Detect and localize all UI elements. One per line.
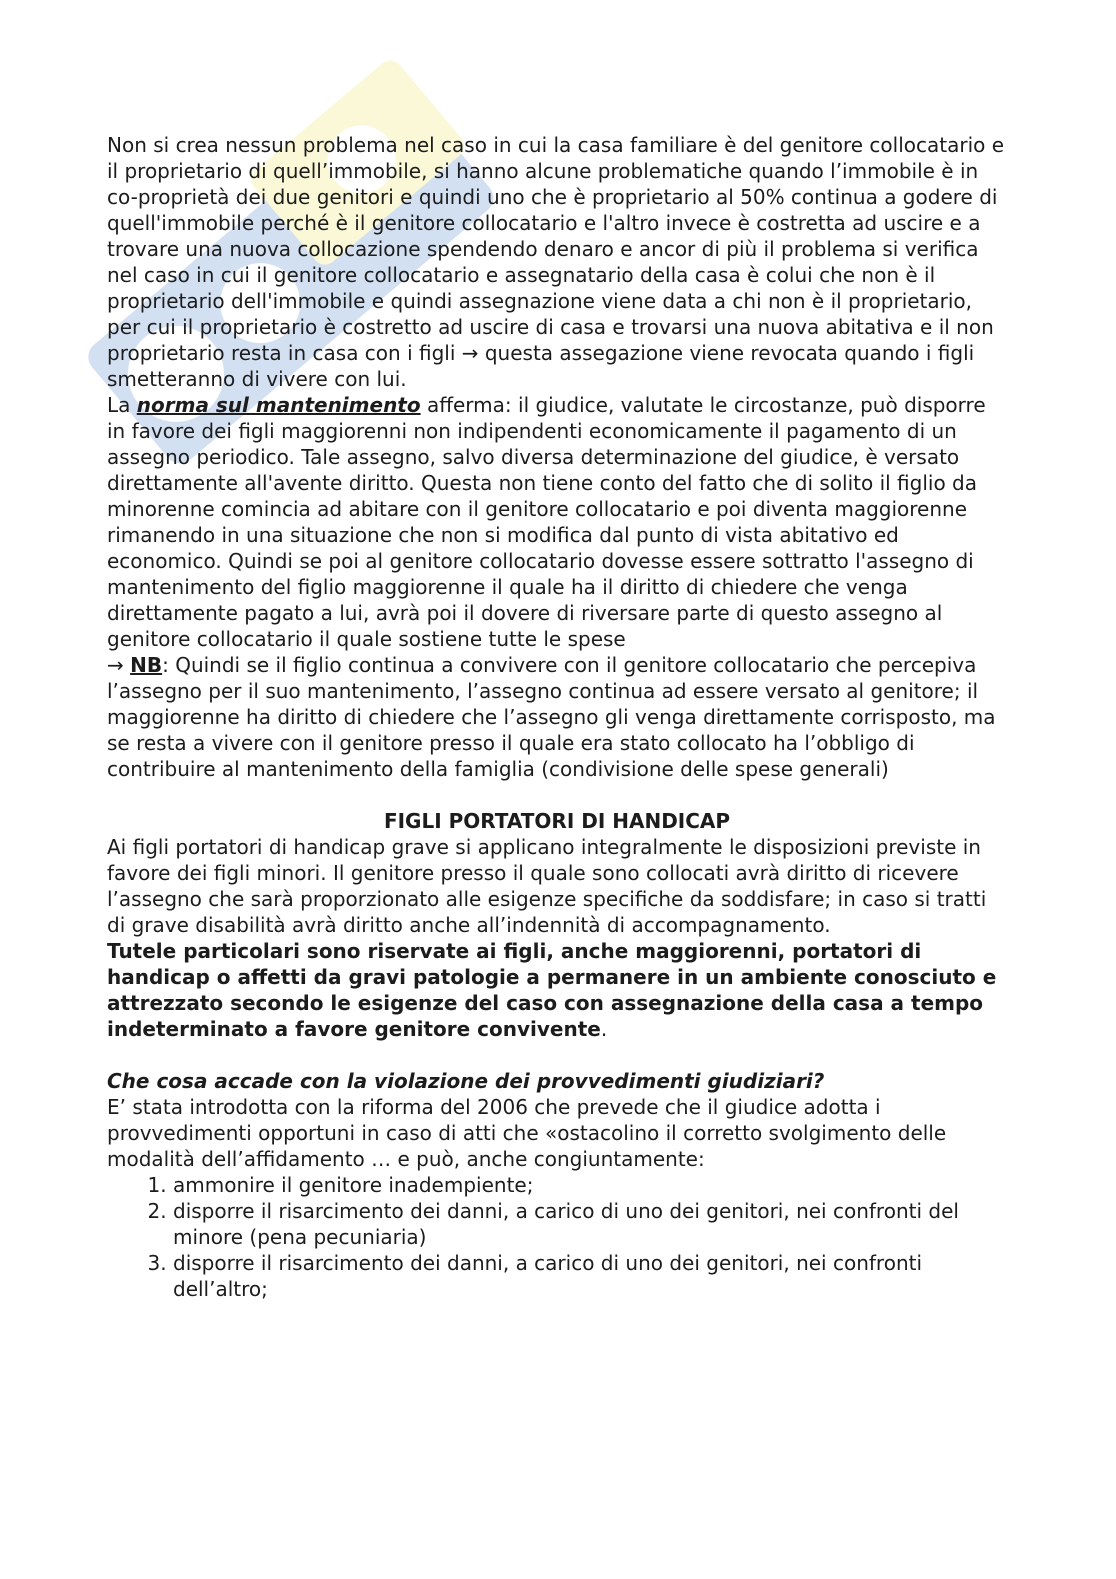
tutele-bold-text: Tutele particolari sono riservate ai figli, anche maggiorenni, portatori di handicap o affetti da gravi patologie a permanere in un ambiente conosciuto e attrezzato secondo le esigenze del caso con assegnazione della casa a tempo indeterminato a favore genitore convivente: [107, 939, 997, 1041]
list-item: 3. disporre il risarcimento dei danni, a carico di uno dei genitori, nei confronti dell’altro;: [173, 1250, 1007, 1302]
norma-mantenimento-emphasis: norma sul mantenimento: [136, 393, 421, 417]
tutele-tail: .: [600, 1017, 608, 1041]
paragraph-rest: afferma: il giudice, valutate le circostanze, può disporre in favore dei figli maggiorenni non indipendenti economicamente il pagamento di un assegno periodico. Tale assegno, salvo diversa determinazione del giudice, è versato direttamente all'avente diritto. Questa non tiene conto del fatto che di solito il figlio da minorenne comincia ad abitare con il genitore collocatario e poi diventa maggiorenne rimanendo in una situazione che non si modifica dal punto di vista abitativo ed economico. Quindi se poi al genitore collocatario dovesse essere sottratto l'assegno di mantenimento del figlio maggiorenne il quale ha il diritto di chiedere che venga direttamente pagato a lui, avrà poi il dovere di riversare parte di questo assegno al genitore collocatario il quale sostiene tutte le spese: [107, 393, 986, 651]
spacer: [107, 1042, 1007, 1068]
arrow-icon: →: [107, 653, 131, 677]
paragraph-riforma: E’ stata introdotta con la riforma del 2006 che prevede che il giudice adotta i provvedimenti opportuni in caso di atti che «ostacolino il corretto svolgimento delle modalità dell’affidamento … e può, anche congiuntamente:: [107, 1095, 947, 1171]
section-title: FIGLI PORTATORI DI HANDICAP: [383, 809, 731, 833]
measures-list: [107, 1172, 1007, 1302]
document-body: [107, 132, 1007, 1302]
spacer: [107, 782, 1007, 808]
nb-label: NB: [130, 653, 163, 677]
paragraph-handicap: Ai figli portatori di handicap grave si applicano integralmente le disposizioni previste in favore dei figli minori. Il genitore presso il quale sono collocati avrà diritto di ricevere l’assegno che sarà proporzionato alle esigenze specifiche da soddisfare; in caso si tratti di grave disabilità avrà diritto anche all’indennità di accompagnamento.: [107, 835, 987, 937]
question-heading: Che cosa accade con la violazione dei provvedimenti giudiziari?: [107, 1069, 825, 1093]
paragraph-casa-familiare: Non si crea nessun problema nel caso in cui la casa familiare è del genitore collocatario e il proprietario di quell’immobile, si hanno alcune problematiche quando l’immobile è in co-proprietà dei due genitori e quindi uno che è proprietario al 50% continua a godere di quell'immobile perché è il genitore collocatario e l'altro invece è costretta ad uscire e a trovare una nuova collocazione spendendo denaro e ancor di più il problema si verifica nel caso in cui il genitore collocatario e assegnatario della casa è colui che non è il proprietario dell'immobile e quindi assegnazione viene data a chi non è il proprietario, per cui il proprietario è costretto ad uscire di casa e trovarsi una nuova abitativa e il non proprietario resta in casa con i figli → questa assegazione viene revocata quando i figli smetteranno di vivere con lui.: [107, 133, 1005, 391]
paragraph-tutele: [107, 938, 1007, 1042]
list-item: 2. disporre il risarcimento dei danni, a carico di uno dei genitori, nei confronti del minore (pena pecuniaria): [173, 1198, 1007, 1250]
paragraph-norma-mantenimento: [107, 392, 1007, 652]
paragraph-nb: [107, 652, 1007, 782]
paragraph-prefix: La: [107, 393, 137, 417]
list-item: 1. ammonire il genitore inadempiente;: [173, 1172, 1007, 1198]
nb-text: : Quindi se il figlio continua a convivere con il genitore collocatario che percepiva l’assegno per il suo mantenimento, l’assegno continua ad essere versato al genitore; il maggiorenne ha diritto di chiedere che l’assegno gli venga direttamente corrisposto, ma se resta a vivere con il genitore presso il quale era stato collocato ha l’obbligo di contribuire al mantenimento della famiglia (condivisione delle spese generali): [107, 653, 996, 781]
